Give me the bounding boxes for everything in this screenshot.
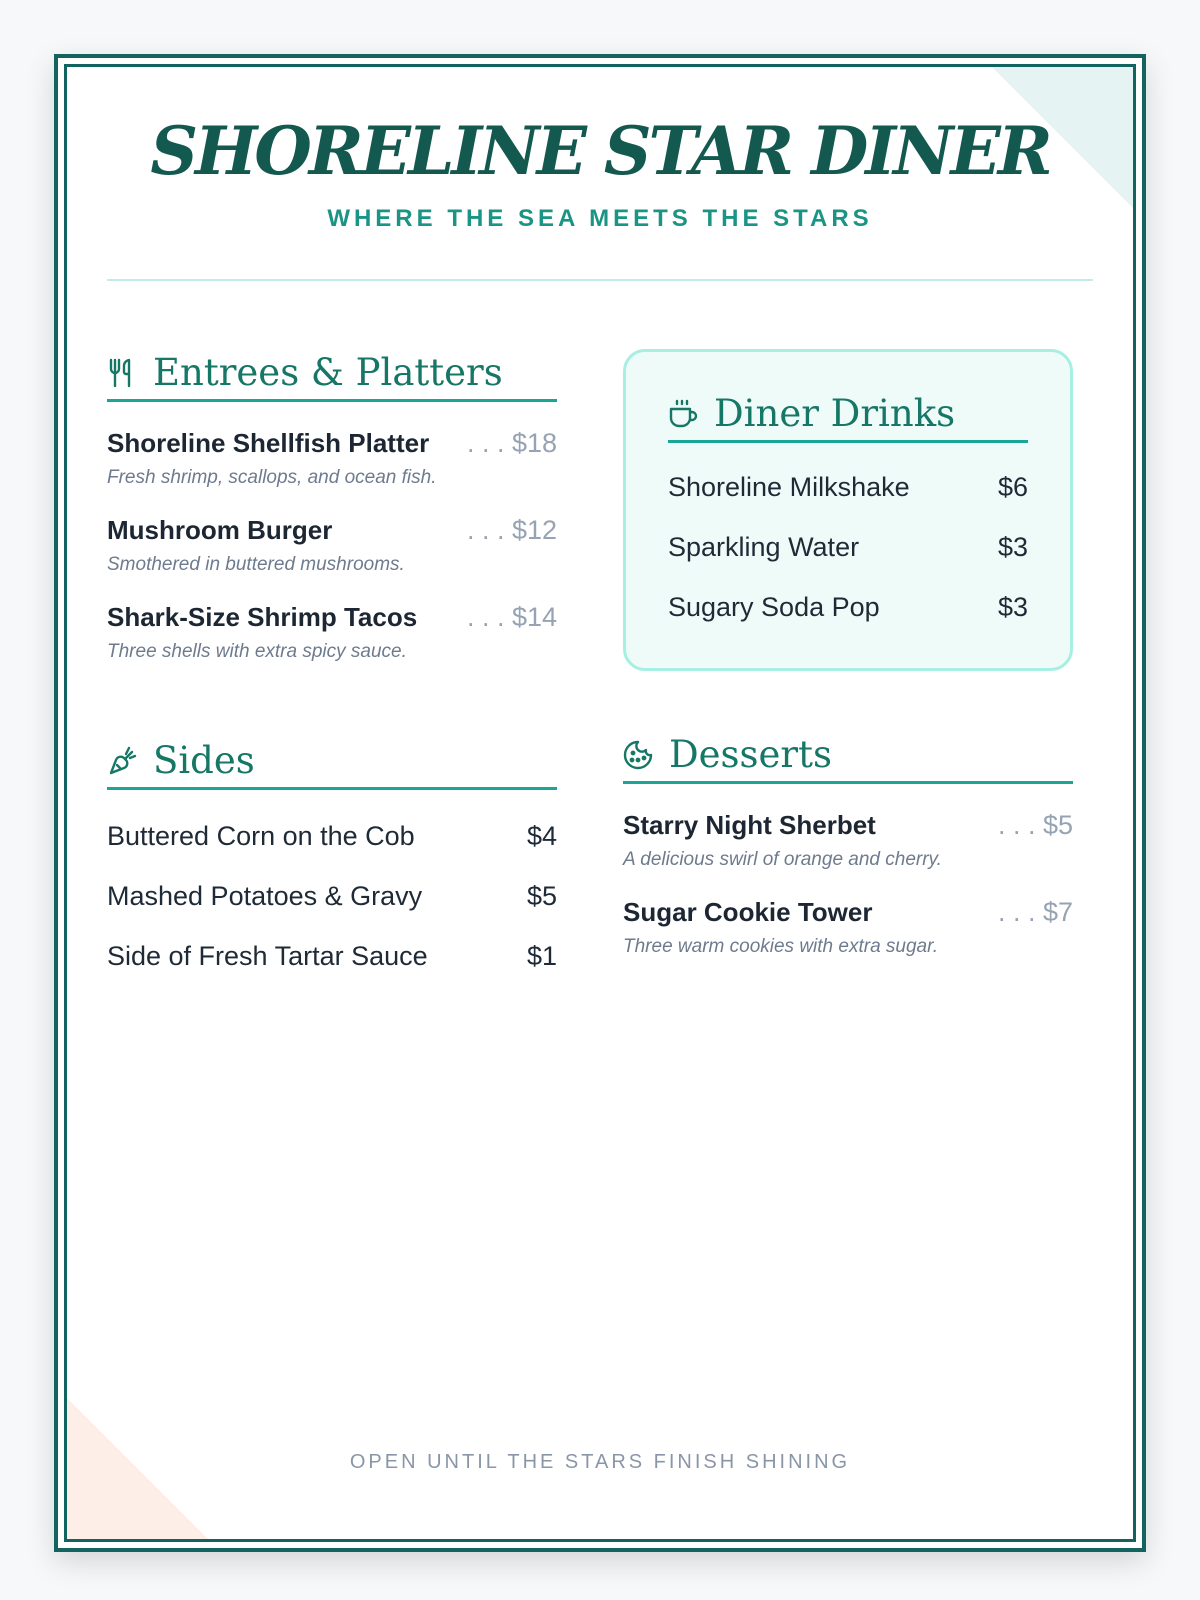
drink-row [668,517,1028,577]
drink-price: $3 [997,592,1028,622]
drink-price: $3 [997,532,1028,562]
item-name: Shoreline Shellfish Platter [107,428,430,458]
item-description: Three warm cookies with extra sugar. [623,936,939,957]
item-description: Fresh shrimp, scallops, and ocean fish. [107,467,437,488]
sides-section [107,737,557,986]
menu-item [107,428,557,489]
side-row [107,926,557,986]
item-price: . . . $7 [997,897,1073,927]
item-price: . . . $14 [466,602,557,632]
side-name: Side of Fresh Tartar Sauce [107,941,428,971]
item-name: Shark-Size Shrimp Tacos [107,602,418,632]
drinks-box [623,349,1073,671]
menu-item [107,602,557,663]
item-name: Mushroom Burger [107,515,333,545]
side-row [107,806,557,866]
drink-row [668,457,1028,517]
drink-price: $6 [997,472,1028,502]
menu-item [107,515,557,576]
side-row [107,866,557,926]
fork-knife-icon [107,357,137,389]
side-name: Buttered Corn on the Cob [107,821,415,851]
menu-inner-border [64,64,1136,1542]
footer-note: OPEN UNTIL THE STARS FINISH SHINING [349,1451,851,1473]
item-description: Three shells with extra spicy sauce. [107,641,407,662]
drink-name: Sparkling Water [668,532,860,562]
entrees-title: Entrees & Platters [153,351,503,394]
restaurant-title: SHORELINE STAR DINER [150,112,1050,190]
sides-header [107,737,557,790]
item-description: Smothered in buttered mushrooms. [107,554,405,575]
side-price: $4 [526,821,557,851]
desserts-section [623,731,1073,958]
side-name: Mashed Potatoes & Gravy [107,881,423,911]
desserts-header [623,731,1073,784]
menu-card [54,54,1146,1552]
carrot-icon [107,745,137,777]
restaurant-tagline: WHERE THE SEA MEETS THE STARS [327,205,873,232]
drink-name: Sugary Soda Pop [668,592,880,622]
desserts-title: Desserts [669,733,832,776]
menu-item [623,897,1073,958]
entrees-header [107,349,557,402]
side-price: $5 [526,881,557,911]
drink-row [668,577,1028,637]
entrees-section [107,349,557,663]
item-description: A delicious swirl of orange and cherry. [623,849,942,870]
item-name: Sugar Cookie Tower [623,897,873,927]
item-price: . . . $12 [466,515,557,545]
item-price: . . . $18 [466,428,557,458]
item-name: Starry Night Sherbet [623,810,876,840]
cookie-icon [623,739,653,771]
drinks-title: Diner Drinks [714,392,956,435]
drinks-header [668,390,1028,443]
header-divider [107,279,1093,281]
sides-title: Sides [153,739,255,782]
item-price: . . . $5 [997,810,1073,840]
drink-name: Shoreline Milkshake [668,472,910,502]
menu-item [623,810,1073,871]
side-price: $1 [526,941,557,971]
coffee-cup-icon [668,398,698,430]
